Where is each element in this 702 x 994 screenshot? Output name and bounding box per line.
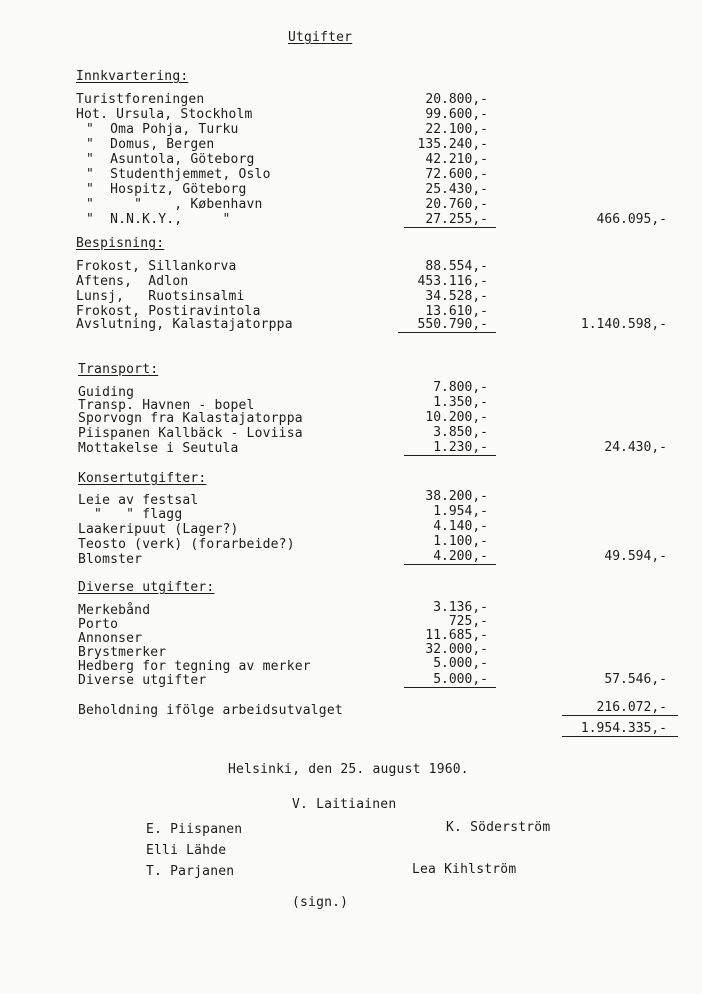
expense-amount: 1.100,-: [433, 534, 488, 549]
section-total: 1.140.598,-: [580, 317, 667, 332]
expense-label: Sporvogn fra Kalastajatorppa: [78, 411, 303, 426]
section-heading-innkvartering: Innkvartering:: [76, 69, 189, 84]
signature-left: E. Piispanen: [146, 822, 243, 837]
expense-label: Diverse utgifter: [78, 673, 207, 688]
section-total: 49.594,-: [604, 549, 667, 564]
subtotal-rule: [404, 687, 496, 688]
expense-amount: 1.230,-: [433, 440, 488, 455]
expense-label: Laakeripuut (Lager?): [78, 522, 239, 537]
section-heading-bespisning: Bespisning:: [76, 236, 165, 251]
subtotal-rule: [404, 227, 496, 228]
expense-label: Frokost, Sillankorva: [76, 259, 237, 274]
expense-label: Hot. Ursula, Stockholm: [76, 107, 253, 122]
expense-amount: 453.116,-: [417, 274, 488, 289]
expense-amount: 4.200,-: [433, 549, 488, 564]
sign-note: (sign.): [292, 895, 349, 910]
place-date: Helsinki, den 25. august 1960.: [228, 762, 469, 777]
expense-label: " " , København: [86, 197, 263, 212]
expense-label: Mottakelse i Seutula: [78, 441, 239, 456]
section-total: 24.430,-: [604, 440, 667, 455]
expense-label: " Studenthjemmet, Oslo: [86, 167, 271, 182]
expense-amount: 7.800,-: [433, 380, 488, 395]
signature-right: Lea Kihlström: [412, 862, 517, 877]
expense-amount: 10.200,-: [425, 410, 488, 425]
expense-amount: 5.000,-: [433, 672, 488, 687]
expense-amount: 1.350,-: [433, 395, 488, 410]
signature-left: T. Parjanen: [146, 864, 235, 879]
holdings-label: Beholdning ifölge arbeidsutvalget: [78, 703, 343, 718]
expense-label: " N.N.K.Y., ": [86, 212, 231, 227]
expense-amount: 11.685,-: [425, 628, 488, 643]
expense-amount: 1.954,-: [433, 504, 488, 519]
signature-left: Elli Lähde: [146, 843, 227, 858]
section-total: 57.546,-: [604, 672, 667, 687]
expense-label: Lunsj, Ruotsinsalmi: [76, 289, 245, 304]
expense-amount: 22.100,-: [425, 122, 488, 137]
expense-label: Brystmerker: [78, 645, 167, 660]
expense-amount: 72.600,-: [425, 167, 488, 182]
signature-top: V. Laitiainen: [292, 797, 397, 812]
expense-amount: 20.800,-: [425, 92, 488, 107]
subtotal-rule: [404, 564, 496, 565]
section-total: 466.095,-: [596, 212, 667, 227]
expense-label: " " flagg: [78, 507, 183, 522]
expense-amount: 34.528,-: [425, 289, 488, 304]
expense-label: Merkebånd: [78, 603, 151, 618]
total-rule: [562, 715, 678, 716]
expense-label: Hedberg for tegning av merker: [78, 659, 311, 674]
expense-amount: 42.210,-: [425, 152, 488, 167]
expense-amount: 550.790,-: [417, 317, 488, 332]
expense-label: Turistforeningen: [76, 92, 205, 107]
section-heading-konsertutgifter: Konsertutgifter:: [78, 471, 207, 486]
grand-total: 1.954.335,-: [580, 721, 667, 736]
expense-label: " Domus, Bergen: [86, 137, 215, 152]
page-title: Utgifter: [288, 30, 353, 45]
expense-label: Aftens, Adlon: [76, 274, 189, 289]
expense-label: Transp. Havnen - bopel: [78, 398, 255, 413]
expense-label: Annonser: [78, 631, 143, 646]
expense-amount: 3.136,-: [433, 600, 488, 615]
expense-amount: 725,-: [448, 614, 488, 629]
section-heading-diverse: Diverse utgifter:: [78, 580, 215, 595]
expense-label: Porto: [78, 617, 119, 632]
grand-total-rule: [562, 736, 678, 737]
expense-label: Piispanen Kallbäck - Loviisa: [78, 426, 303, 441]
expense-amount: 88.554,-: [425, 259, 488, 274]
expense-amount: 99.600,-: [425, 107, 488, 122]
expense-amount: 32.000,-: [425, 642, 488, 657]
expense-label: " Hospitz, Göteborg: [86, 182, 247, 197]
expense-label: Guiding: [78, 385, 135, 400]
holdings-amount: 216.072,-: [596, 700, 667, 715]
expense-label: Teosto (verk) (forarbeide?): [78, 537, 295, 552]
subtotal-rule: [404, 455, 496, 456]
expense-label: Leie av festsal: [78, 493, 199, 508]
expense-amount: 5.000,-: [433, 656, 488, 671]
expense-label: Avslutning, Kalastajatorppa: [76, 317, 293, 332]
expense-label: " Asuntola, Göteborg: [86, 152, 255, 167]
expense-amount: 27.255,-: [425, 212, 488, 227]
expense-amount: 13.610,-: [425, 304, 488, 319]
expense-amount: 3.850,-: [433, 425, 488, 440]
subtotal-rule: [398, 332, 496, 333]
expense-label: Frokost, Postiravintola: [76, 304, 261, 319]
section-heading-transport: Transport:: [78, 362, 159, 377]
expense-amount: 4.140,-: [433, 519, 488, 534]
signature-right: K. Söderström: [446, 820, 551, 835]
expense-amount: 20.760,-: [425, 197, 488, 212]
expense-label: Blomster: [78, 552, 143, 567]
expense-label: " Oma Pohja, Turku: [86, 122, 239, 137]
expense-amount: 38.200,-: [425, 489, 488, 504]
expense-amount: 135.240,-: [417, 137, 488, 152]
expense-amount: 25.430,-: [425, 182, 488, 197]
